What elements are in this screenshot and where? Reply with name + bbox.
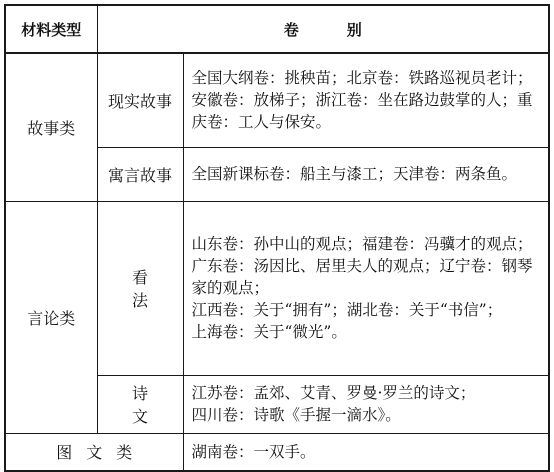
exam-material-table <box>4 4 550 472</box>
table-row <box>5 433 549 471</box>
paper-line: 四川卷：诗歌《手握一滴水》。 <box>191 406 401 424</box>
papers-views <box>183 201 549 375</box>
paper-line: 上海卷：关于“微光”。 <box>191 323 347 341</box>
header-material-type: 材料类型 <box>5 5 97 53</box>
subcategory-fable: 寓言故事 <box>97 147 183 201</box>
subcategory-realistic-story: 现实故事 <box>97 53 183 147</box>
paper-line: 全国新课标卷：船主与漆工；天津卷：两条鱼。 <box>191 165 518 183</box>
subcategory-poetry-prose: 诗文 <box>97 375 183 433</box>
paper-line: 江苏卷：孟郊、艾青、罗曼·罗兰的诗文； <box>191 384 476 402</box>
header-paper: 卷别 <box>97 5 549 53</box>
paper-line: 湖南卷：一双手。 <box>191 442 316 461</box>
table-row <box>5 201 549 375</box>
table-row <box>5 53 549 147</box>
paper-line: 全国大纲卷：挑秧苗；北京卷：铁路巡视员老计；安徽卷：放梯子；浙江卷：坐在路边鼓掌的人；重庆卷：工人与保安。 <box>191 69 533 132</box>
category-opinion: 言论类 <box>5 201 97 433</box>
papers-fable <box>183 147 549 201</box>
papers-poetry-prose <box>183 375 549 433</box>
category-story: 故事类 <box>5 53 97 201</box>
paper-line: 江西卷：关于“拥有”；湖北卷：关于“书信”； <box>191 301 503 319</box>
subcategory-views: 看法 <box>97 201 183 375</box>
paper-line: 广东卷：汤因比、居里夫人的观点；辽宁卷：钢琴家的观点； <box>191 257 533 297</box>
papers-realistic-story <box>183 53 549 147</box>
paper-line: 山东卷：孙中山的观点；福建卷：冯骥才的观点； <box>191 235 533 253</box>
papers-picture-text <box>183 433 549 471</box>
category-picture-text: 图文类 <box>5 433 183 471</box>
header-row <box>5 5 549 53</box>
